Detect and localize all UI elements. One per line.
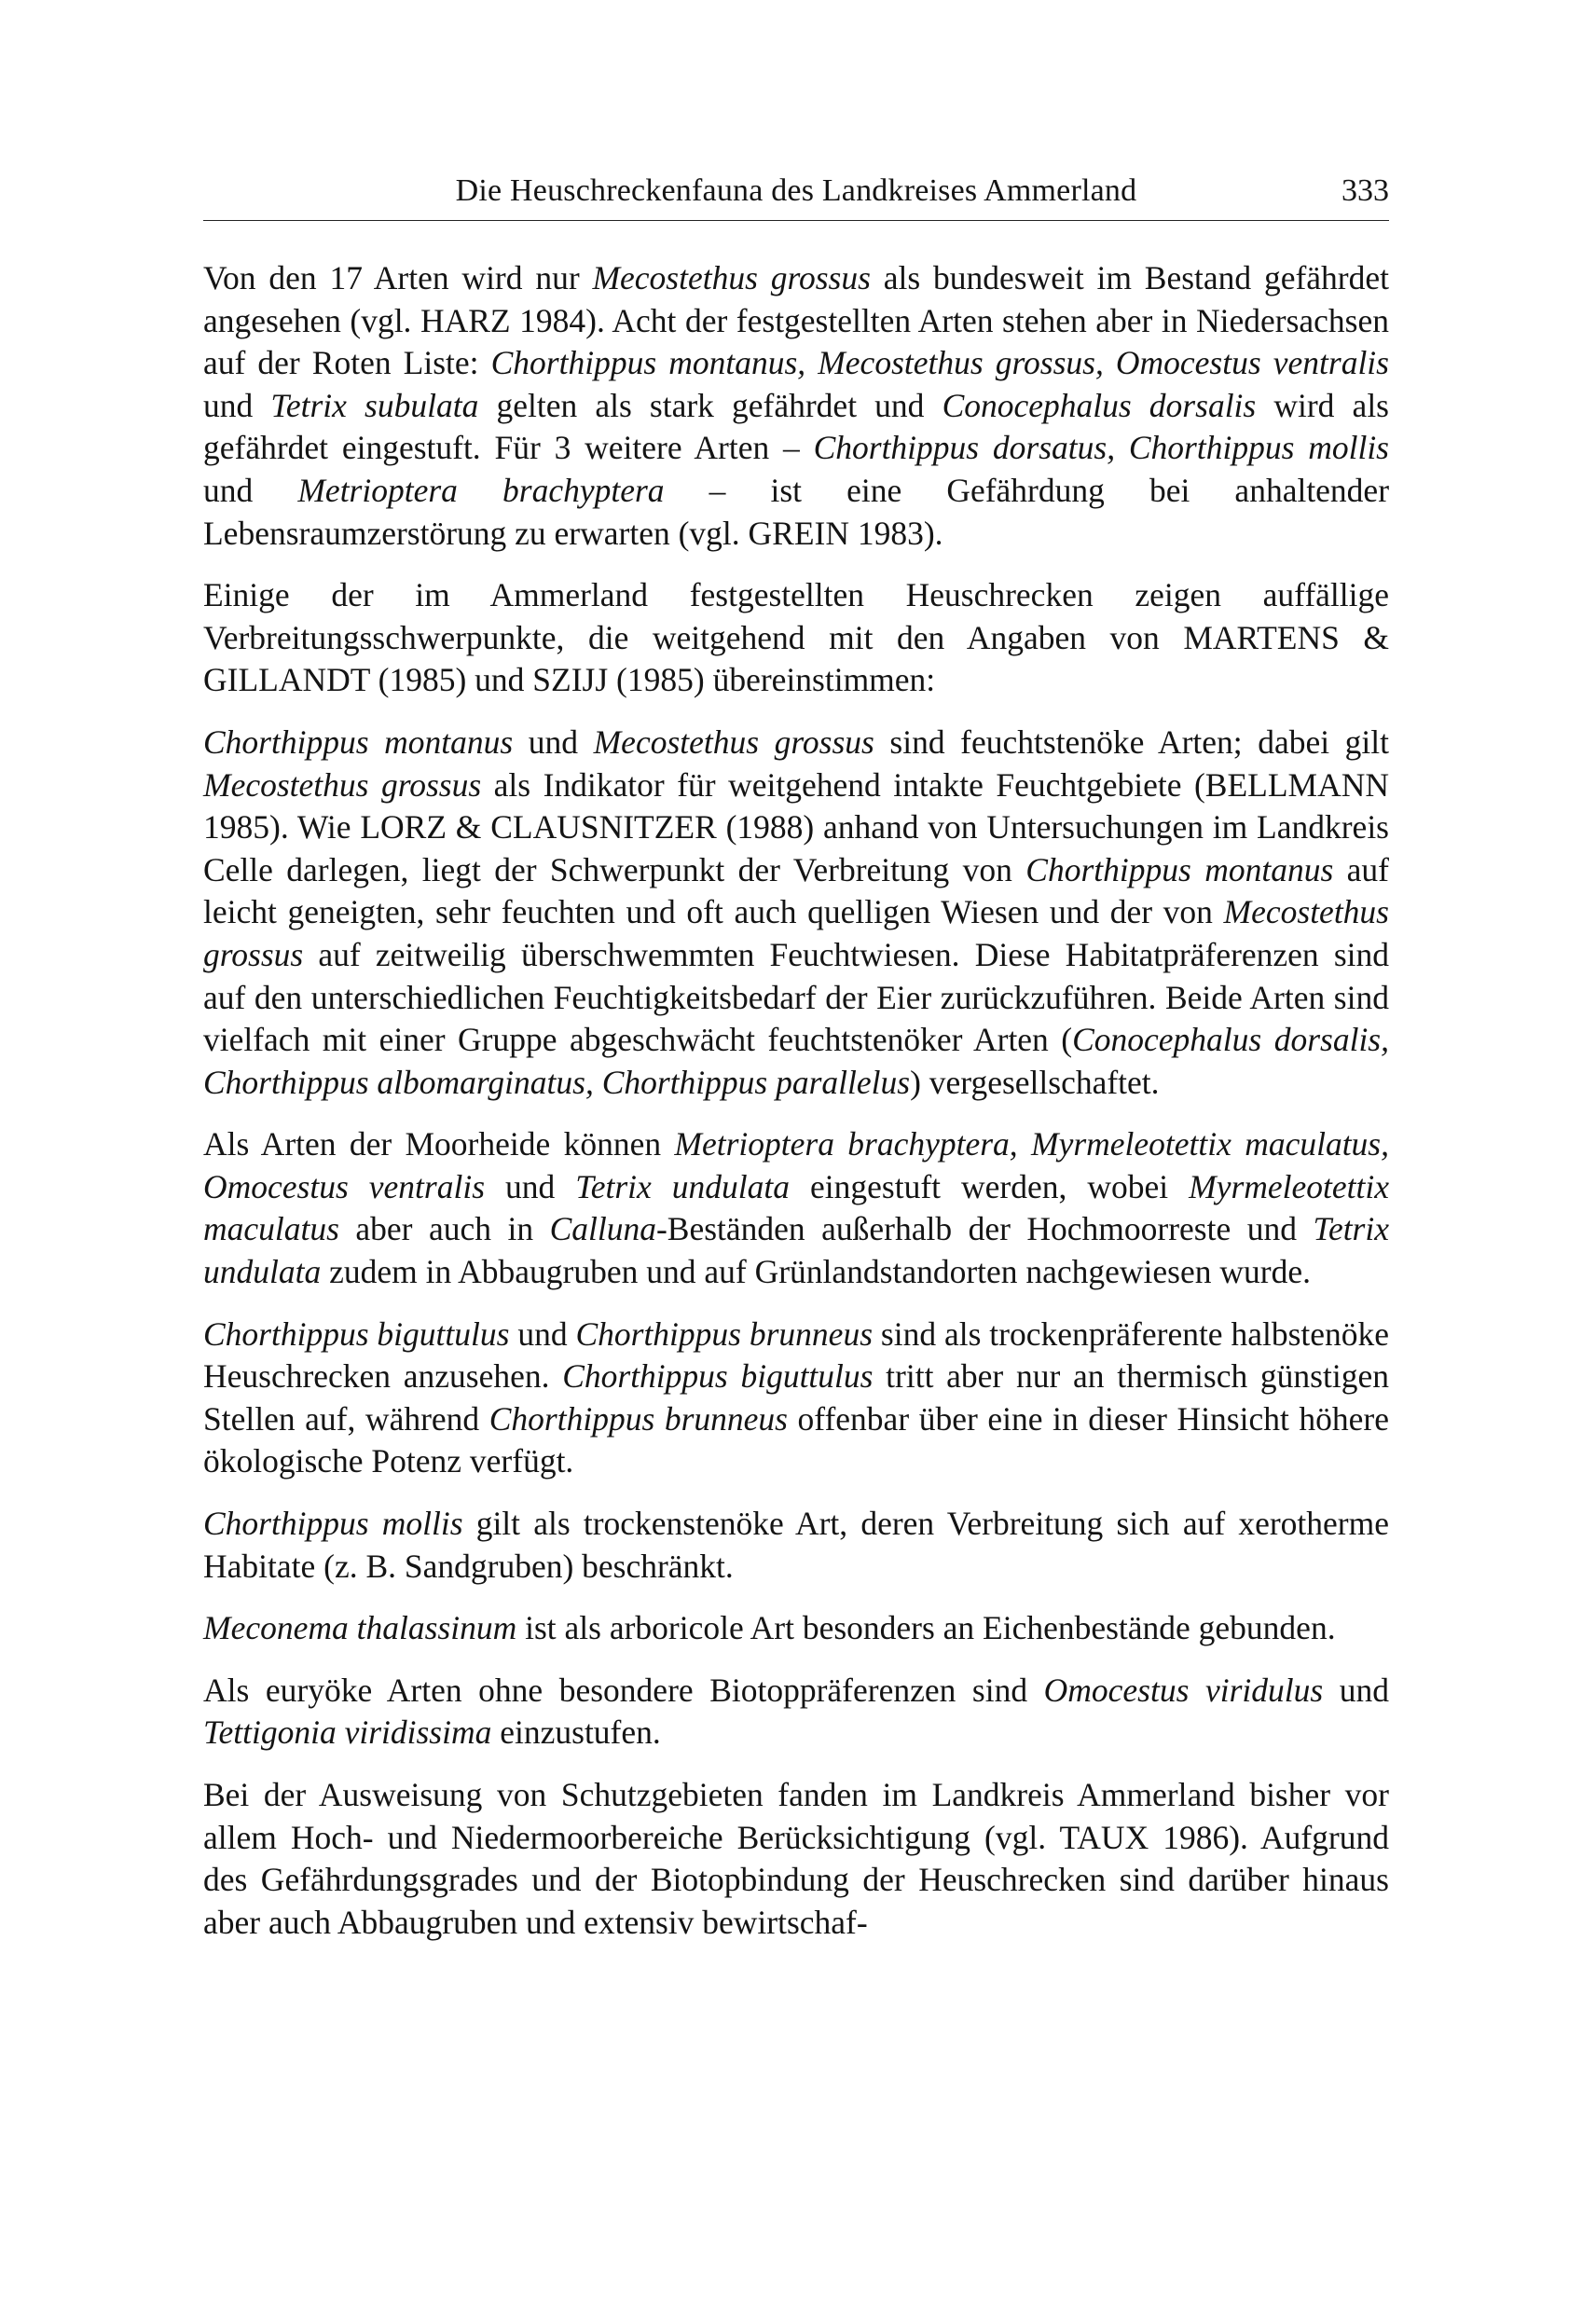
text-run: sind als trockenpräferente halbstenöke Heuschrecken anzusehen. — [203, 1314, 1390, 1396]
paragraph — [203, 1314, 1389, 1483]
species-name: Tetrix subulata — [270, 386, 479, 424]
species-name: Mecostethus grossus — [592, 259, 871, 296]
text-run: offenbar über eine in dieser Hinsicht höhere ökologische Potenz verfügt. — [203, 1399, 1390, 1480]
running-header — [203, 168, 1389, 221]
species-name: Myrmeleotettix maculatus — [203, 1167, 1389, 1248]
species-name: Chorthippus brunneus — [575, 1314, 874, 1353]
species-name: Calluna — [549, 1210, 656, 1248]
species-name: Tetrix undulata — [575, 1167, 791, 1205]
text-run: und — [485, 1167, 576, 1205]
text-run: wird als gefährdet eingestuft. Für 3 weitere Arten – — [203, 386, 1389, 467]
species-name: Omocestus viridulus — [1043, 1671, 1324, 1709]
text-run: gilt als trockenstenöke Art, deren Verbreitung sich auf xerotherme Habitate (z. B. Sandgruben) beschränkt. — [203, 1505, 1389, 1585]
text-run: Von den 17 Arten wird nur — [203, 259, 593, 296]
text-run: sind feuchtstenöke Arten; dabei gilt — [874, 722, 1390, 761]
species-name: Metrioptera brachyptera, Myrmeleotettix maculatus, Omocestus ventralis — [203, 1125, 1389, 1205]
paragraph — [203, 1123, 1389, 1293]
species-name: Chorthippus mollis — [203, 1505, 463, 1543]
text-run: aber auch in — [338, 1210, 550, 1248]
species-name: Mecostethus grossus — [593, 722, 874, 761]
paragraph — [203, 1503, 1389, 1588]
text-run: Als Arten der Moorheide können — [203, 1125, 675, 1163]
text-run: Als euryöke Arten ohne besondere Biotoppräferenzen sind — [203, 1671, 1044, 1709]
text-run: und — [1323, 1671, 1390, 1709]
species-name: Conocephalus dorsalis, Chorthippus albomarginatus, Chorthippus parallelus — [203, 1021, 1389, 1101]
species-name: Chorthippus dorsatus, Chorthippus mollis — [813, 429, 1389, 467]
text-run: eingestuft werden, wobei — [790, 1167, 1190, 1205]
text-run: ) vergesellschaftet. — [910, 1063, 1160, 1101]
species-name: Mecostethus grossus — [203, 765, 482, 804]
text-run: zudem in Abbaugruben und auf Grünlandstandorten nachgewiesen wurde. — [321, 1253, 1311, 1291]
text-run: Bei der Ausweisung von Schutzgebieten fanden im Landkreis Ammerland bisher vor allem Hoch- und Niedermoorbereiche Berücksichtigung (vgl. TAUX 1986). Aufgrund des Gefährdungsgrades und der Biotopbindung der Heuschrecken sind darüber hinaus aber auch Abbaugruben und extensiv bewirtschaf- — [203, 1776, 1389, 1941]
text-run: tritt aber nur an thermisch günstigen Stellen auf, während — [203, 1357, 1389, 1438]
body-text — [203, 257, 1389, 1963]
paragraph — [203, 1774, 1389, 1944]
text-run: ist als arboricole Art besonders an Eichenbestände gebunden. — [516, 1609, 1336, 1647]
paragraph — [203, 257, 1389, 555]
species-name: Metrioptera brachyptera — [297, 471, 665, 509]
paragraph — [203, 1607, 1389, 1650]
text-run: und — [513, 722, 594, 761]
species-name: Meconema thalassinum — [203, 1609, 517, 1647]
species-name: Chorthippus biguttulus — [203, 1314, 510, 1353]
species-name: Chorthippus montanus, Mecostethus grossus, Omocestus ventralis — [490, 344, 1389, 382]
text-run: und — [203, 471, 298, 509]
species-name: Chorthippus biguttulus — [562, 1357, 874, 1396]
species-name: Tetrix undulata — [203, 1210, 1389, 1291]
species-name: Chorthippus montanus — [1025, 850, 1334, 888]
paragraph — [203, 574, 1389, 702]
paragraph — [203, 722, 1389, 1104]
text-run: als Indikator für weitgehend intakte Feuchtgebiete (BELLMANN 1985). Wie LORZ & CLAUSNITZER (1988) anhand von Untersuchungen im Landkreis Celle darlegen, liegt der Schwerpunkt der Verbreitung von — [203, 765, 1389, 888]
species-name: Chorthippus montanus — [203, 722, 514, 761]
text-run: als bundesweit im Bestand gefährdet angesehen (vgl. HARZ 1984). Acht der festgestellten Arten stehen aber in Niedersachsen auf der Roten Liste: — [203, 259, 1389, 382]
text-run: einzustufen. — [491, 1713, 661, 1752]
paragraph — [203, 1670, 1389, 1755]
species-name: Mecostethus grossus — [203, 893, 1389, 973]
species-name: Conocephalus dorsalis — [942, 386, 1257, 424]
text-run: -Beständen außerhalb der Hochmoorreste und — [655, 1210, 1314, 1248]
text-run: auf leicht geneigten, sehr feuchten und oft auch quelligen Wiesen und der von — [203, 850, 1389, 931]
page-number: 333 — [1341, 173, 1389, 208]
species-name: Tettigonia viridissima — [203, 1713, 492, 1752]
text-run: gelten als stark gefährdet und — [478, 386, 942, 424]
text-run: auf zeitweilig überschwemmten Feuchtwiesen. Diese Habitatpräferenzen sind auf den unterschiedlichen Feuchtigkeitsbedarf der Eier zurückzuführen. Beide Arten sind vielfach mit einer Gruppe abgeschwächt feuchtstenöker Arten ( — [203, 935, 1389, 1059]
text-run: und — [509, 1314, 576, 1353]
running-title: Die Heuschreckenfauna des Landkreises Ammerland — [455, 173, 1137, 208]
text-run: und — [203, 386, 271, 424]
species-name: Chorthippus brunneus — [488, 1399, 788, 1438]
text-run: – ist eine Gefährdung bei anhaltender Lebensraumzerstörung zu erwarten (vgl. GREIN 1983). — [203, 471, 1390, 552]
text-run: Einige der im Ammerland festgestellten Heuschrecken zeigen auffällige Verbreitungsschwerpunkte, die weitgehend mit den Angaben von MARTENS & GILLANDT (1985) und SZIJJ (1985) übereinstimmen: — [203, 576, 1389, 699]
